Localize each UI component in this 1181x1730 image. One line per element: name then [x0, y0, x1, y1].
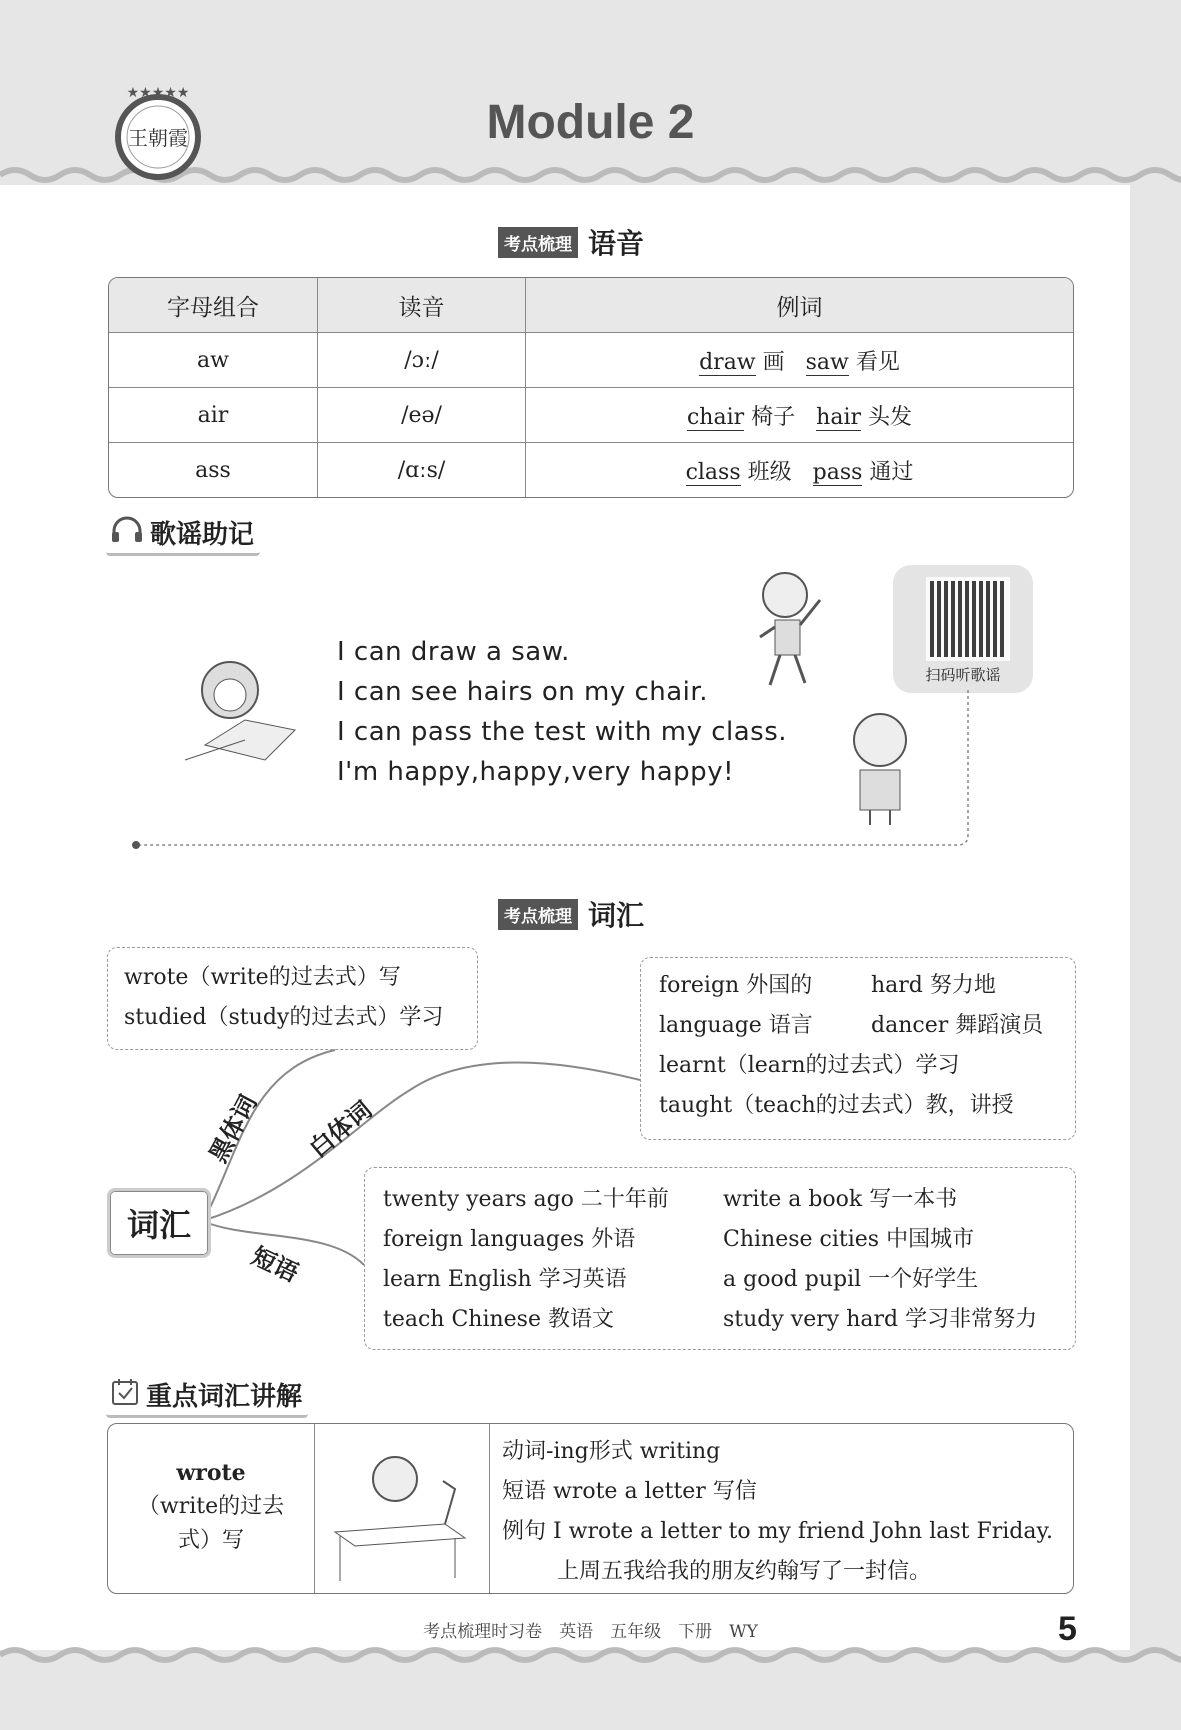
- example-meaning: 班级: [747, 459, 792, 485]
- vocab-item: taught（teach的过去式）教，讲授: [659, 1093, 1014, 1118]
- phrase-item: a good pupil 一个好学生: [723, 1267, 979, 1292]
- footer-text: 考点梳理时习卷 英语 五年级 下册 WY: [423, 1622, 758, 1642]
- example-meaning: 头发: [868, 404, 913, 430]
- bold-words-box: [107, 947, 478, 1050]
- example-word: class: [685, 459, 741, 485]
- vocab-item: dancer 舞蹈演员: [871, 1013, 1044, 1038]
- vocab-item: hard 努力地: [871, 973, 996, 998]
- wavy-border-bottom: [0, 1640, 1181, 1670]
- phrase-item: foreign languages 外语: [383, 1227, 636, 1252]
- mindmap-center-node: 词汇: [107, 1188, 211, 1258]
- example-word: draw: [699, 349, 756, 375]
- phrase-item: study very hard 学习非常努力: [723, 1307, 1038, 1332]
- key-word-note: （write的过去式）写: [137, 1493, 285, 1553]
- example-meaning: 通过: [869, 459, 914, 485]
- chant-label-text: 歌谣助记: [150, 520, 255, 550]
- phrase-item: teach Chinese 教语文: [383, 1307, 614, 1332]
- chant-line: I can pass the test with my class.: [337, 717, 788, 747]
- girl-writing-illustration: [315, 1424, 490, 1593]
- combo-cell: aw: [109, 333, 318, 388]
- combo-cell: air: [109, 388, 318, 443]
- qr-caption: 扫码听歌谣: [925, 666, 1001, 684]
- vocab-item: studied（study的过去式）学习: [124, 1005, 444, 1030]
- chant-line: I can see hairs on my chair.: [337, 677, 708, 707]
- calendar-check-icon: [110, 1376, 140, 1413]
- example-meaning: 看见: [855, 349, 900, 375]
- chant-line: I'm happy,happy,very happy!: [337, 757, 734, 787]
- key-word-card: [107, 1423, 1074, 1594]
- key-word: wrote: [176, 1459, 246, 1486]
- header-cell: 读音: [318, 278, 526, 333]
- example-meaning: 椅子: [751, 404, 796, 430]
- chant-line: I can draw a saw.: [337, 637, 570, 667]
- phrase-item: write a book 写一本书: [723, 1187, 958, 1212]
- page-number: 5: [1058, 1610, 1077, 1648]
- phrases-left: [383, 1180, 723, 1349]
- vocab-item: learnt（learn的过去式）学习: [659, 1053, 960, 1078]
- section-chip: 考点梳理: [498, 899, 578, 930]
- key-word-details: [490, 1424, 1053, 1593]
- detail-translation: 上周五我给我的朋友约翰写了一封信。: [557, 1559, 932, 1584]
- svg-text:★★★★★: ★★★★★: [126, 85, 190, 101]
- sound-cell: /ɑːs/: [318, 443, 526, 497]
- example-word: saw: [805, 349, 849, 375]
- combo-cell: ass: [109, 443, 318, 497]
- phrase-item: learn English 学习英语: [383, 1267, 627, 1292]
- section-chip: 考点梳理: [498, 227, 578, 258]
- example-word: hair: [816, 404, 861, 430]
- phrase-item: twenty years ago 二十年前: [383, 1187, 669, 1212]
- header-cell: 例词: [526, 278, 1073, 333]
- branch-label-phrases: 短语: [247, 1241, 303, 1288]
- vocab-item: language 语言: [659, 1013, 813, 1038]
- branch-label-plain-words: 白体词: [304, 1095, 378, 1164]
- page-title: Module 2: [486, 96, 695, 149]
- plain-words-box: [640, 957, 1076, 1140]
- example-meaning: 画: [762, 349, 785, 375]
- key-word-cell: [108, 1424, 315, 1593]
- detail-line: 例句 I wrote a letter to my friend John last Friday.: [502, 1519, 1054, 1544]
- vocab-item: wrote（write的过去式）写: [124, 965, 401, 990]
- example-word: pass: [812, 459, 863, 485]
- detail-line: 短语 wrote a letter 写信: [502, 1479, 757, 1504]
- branch-label-bold-words: 黑体词: [203, 1090, 263, 1168]
- detail-line: 动词-ing形式 writing: [502, 1439, 721, 1464]
- phrases-box: [364, 1167, 1076, 1350]
- section-heading: 词汇: [588, 899, 645, 932]
- sound-cell: /ɔː/: [318, 333, 526, 388]
- svg-text:王朝霞: 王朝霞: [128, 126, 188, 150]
- key-words-label: [106, 1376, 308, 1418]
- section-heading: 语音: [588, 227, 645, 260]
- key-words-label-text: 重点词汇讲解: [146, 1382, 303, 1412]
- phrase-item: Chinese cities 中国城市: [723, 1227, 975, 1252]
- phrases-right: [723, 1180, 1037, 1349]
- sound-cell: /eə/: [318, 388, 526, 443]
- example-word: chair: [686, 404, 745, 430]
- vocab-item: foreign 外国的: [659, 973, 813, 998]
- header-cell: 字母组合: [109, 278, 318, 333]
